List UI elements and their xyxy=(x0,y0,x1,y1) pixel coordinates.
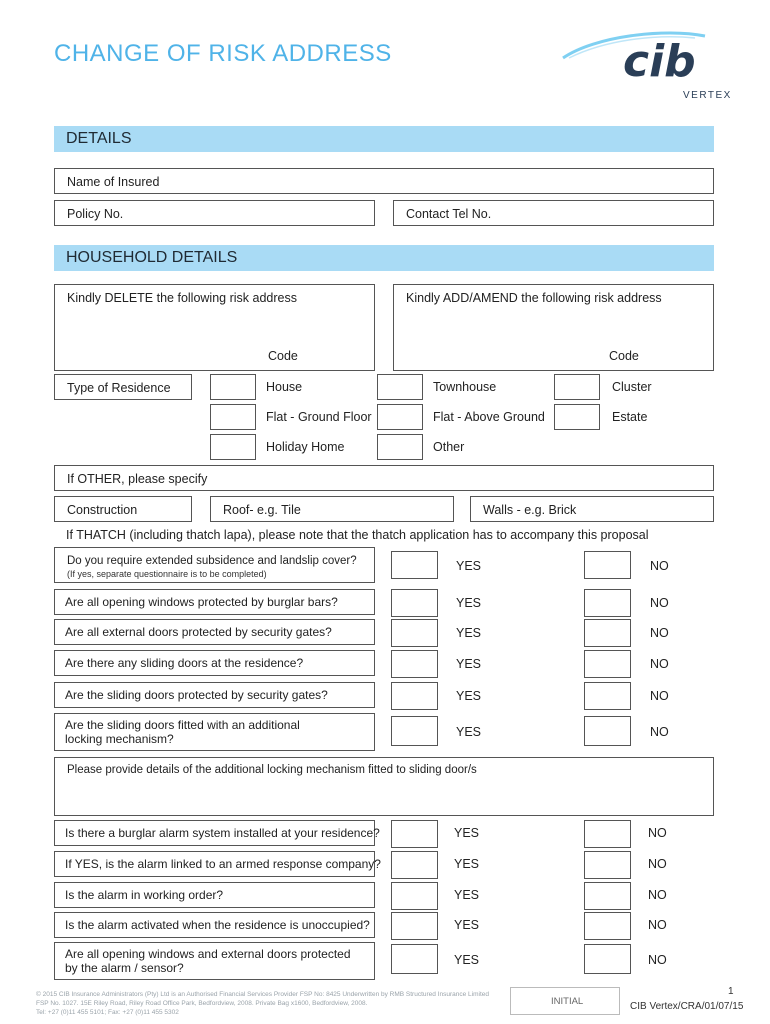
policy-no-label: Policy No. xyxy=(67,207,124,221)
q4-no-label: NO xyxy=(650,657,669,671)
question-alarm-installed-text: Is there a burglar alarm system installed at your residence? xyxy=(65,826,380,840)
house-label: House xyxy=(266,380,303,394)
q4-yes-checkbox[interactable] xyxy=(391,650,438,678)
q3-no-checkbox[interactable] xyxy=(584,619,631,647)
roof-label: Roof- e.g. Tile xyxy=(223,503,301,517)
q1-yes-checkbox[interactable] xyxy=(391,551,438,579)
q3-yes-checkbox[interactable] xyxy=(391,619,438,647)
q8-yes-checkbox[interactable] xyxy=(391,851,438,879)
q2-no-checkbox[interactable] xyxy=(584,589,631,617)
logo-wordmark: cib xyxy=(623,36,696,87)
q2-yes-checkbox[interactable] xyxy=(391,589,438,617)
estate-label: Estate xyxy=(612,410,648,424)
cluster-label: Cluster xyxy=(612,380,652,394)
question-security-gates-text: Are all external doors protected by security gates? xyxy=(65,625,332,639)
roof-field[interactable] xyxy=(210,496,454,522)
question-locking-mechanism-line1: Are the sliding doors fitted with an additional xyxy=(65,718,300,732)
estate-checkbox[interactable] xyxy=(554,404,600,430)
q11-no-label: NO xyxy=(648,953,667,967)
q5-no-checkbox[interactable] xyxy=(584,682,631,710)
question-alarm-working-text: Is the alarm in working order? xyxy=(65,888,224,902)
flat-ground-label: Flat - Ground Floor xyxy=(266,410,372,424)
other-label: Other xyxy=(433,440,465,454)
type-of-residence-label: Type of Residence xyxy=(67,381,171,395)
q7-no-label: NO xyxy=(648,826,667,840)
q9-yes-checkbox[interactable] xyxy=(391,882,438,910)
add-address-label: Kindly ADD/AMEND the following risk address xyxy=(406,291,662,305)
q10-yes-checkbox[interactable] xyxy=(391,912,438,940)
q5-no-label: NO xyxy=(650,689,669,703)
q1-yes-label: YES xyxy=(456,559,482,573)
q6-no-label: NO xyxy=(650,725,669,739)
question-alarm-sensor-line1: Are all opening windows and external doors protected xyxy=(65,947,351,961)
question-subsidence-text: Do you require extended subsidence and landslip cover? xyxy=(67,555,357,567)
q8-yes-label: YES xyxy=(454,857,480,871)
details-heading: DETAILS xyxy=(54,126,714,152)
townhouse-label: Townhouse xyxy=(433,380,497,394)
question-subsidence xyxy=(54,547,375,583)
footer-line2: FSP No. 1027. 15E Riley Road, Riley Road Office Park, Bedfordview, 2008. Private Bag x1600, Bedfordview, 2008. xyxy=(36,1000,368,1007)
footer-line1: © 2015 CIB Insurance Administrators (Pty) Ltd is an Authorised Financial Services Provider FSP No: 8425 Underwritten by RMB Structured Insurance Limited xyxy=(36,991,490,998)
contact-tel-label: Contact Tel No. xyxy=(406,207,492,221)
other-checkbox[interactable] xyxy=(377,434,423,460)
q2-no-label: NO xyxy=(650,596,669,610)
question-locking-mechanism-line2: locking mechanism? xyxy=(65,732,174,746)
construction-label: Construction xyxy=(67,503,138,517)
question-subsidence-note: (If yes, separate questionnaire is to be completed) xyxy=(67,569,267,579)
footer-legal xyxy=(36,990,506,1017)
question-alarm-sensor-line2: by the alarm / sensor? xyxy=(65,961,184,975)
q6-yes-checkbox[interactable] xyxy=(391,716,438,746)
flat-above-label: Flat - Above Ground xyxy=(433,410,545,424)
add-address-field[interactable] xyxy=(393,284,714,371)
q11-yes-checkbox[interactable] xyxy=(391,944,438,974)
q3-no-label: NO xyxy=(650,626,669,640)
q9-no-checkbox[interactable] xyxy=(584,882,631,910)
q4-yes-label: YES xyxy=(456,657,482,671)
code-left-label: Code xyxy=(268,349,298,363)
q9-yes-label: YES xyxy=(454,888,480,902)
q8-no-checkbox[interactable] xyxy=(584,851,631,879)
question-sliding-gates xyxy=(54,682,375,708)
q3-yes-label: YES xyxy=(456,626,482,640)
walls-label: Walls - e.g. Brick xyxy=(483,503,577,517)
q11-yes-label: YES xyxy=(454,953,480,967)
q10-no-checkbox[interactable] xyxy=(584,912,631,940)
flat-ground-checkbox[interactable] xyxy=(210,404,256,430)
delete-address-label: Kindly DELETE the following risk address xyxy=(67,291,297,305)
type-of-residence xyxy=(54,374,192,400)
q10-no-label: NO xyxy=(648,918,667,932)
question-locking-mechanism xyxy=(54,713,375,751)
question-security-gates xyxy=(54,619,375,645)
walls-field[interactable] xyxy=(470,496,714,522)
question-alarm-activated xyxy=(54,912,375,938)
house-checkbox[interactable] xyxy=(210,374,256,400)
q7-yes-checkbox[interactable] xyxy=(391,820,438,848)
q7-yes-label: YES xyxy=(454,826,480,840)
initial-box[interactable] xyxy=(510,987,620,1015)
question-armed-response xyxy=(54,851,381,877)
cluster-checkbox[interactable] xyxy=(554,374,600,400)
delete-address-field[interactable] xyxy=(54,284,375,371)
q8-no-label: NO xyxy=(648,857,667,871)
q1-no-checkbox[interactable] xyxy=(584,551,631,579)
policy-no-field[interactable] xyxy=(54,200,375,226)
question-alarm-sensor xyxy=(54,942,375,980)
flat-above-checkbox[interactable] xyxy=(377,404,423,430)
q5-yes-checkbox[interactable] xyxy=(391,682,438,710)
question-alarm-working xyxy=(54,882,375,908)
question-sliding-doors-text: Are there any sliding doors at the residence? xyxy=(65,656,304,670)
townhouse-checkbox[interactable] xyxy=(377,374,423,400)
footer-line3: Tel: +27 (0)11 455 5101; Fax: +27 (0)11 455 5302 xyxy=(36,1009,179,1016)
question-sliding-gates-text: Are the sliding doors protected by security gates? xyxy=(65,688,328,702)
thatch-note: If THATCH (including thatch lapa), please note that the thatch application has to accompany this proposal xyxy=(66,528,649,542)
contact-tel-field[interactable] xyxy=(393,200,714,226)
q11-no-checkbox[interactable] xyxy=(584,944,631,974)
question-armed-response-text: If YES, is the alarm linked to an armed response company? xyxy=(65,857,381,871)
if-other-field[interactable] xyxy=(54,465,714,491)
question-alarm-installed xyxy=(54,820,380,846)
if-other-label: If OTHER, please specify xyxy=(67,472,208,486)
question-burglar-bars xyxy=(54,589,375,615)
form-reference: CIB Vertex/CRA/01/07/15 xyxy=(630,1001,744,1012)
question-burglar-bars-text: Are all opening windows protected by burglar bars? xyxy=(65,595,338,609)
household-heading: HOUSEHOLD DETAILS xyxy=(54,245,714,271)
q10-yes-label: YES xyxy=(454,918,480,932)
locking-details-field[interactable] xyxy=(54,757,714,816)
q2-yes-label: YES xyxy=(456,596,482,610)
name-of-insured-field[interactable] xyxy=(54,168,714,194)
question-alarm-activated-text: Is the alarm activated when the residence is unoccupied? xyxy=(65,918,370,932)
q1-no-label: NO xyxy=(650,559,669,573)
holiday-home-label: Holiday Home xyxy=(266,440,345,454)
name-of-insured-label: Name of Insured xyxy=(67,175,160,189)
question-sliding-doors xyxy=(54,650,375,676)
locking-details-label: Please provide details of the additional locking mechanism fitted to sliding door/s xyxy=(67,764,477,776)
holiday-home-checkbox[interactable] xyxy=(210,434,256,460)
q6-no-checkbox[interactable] xyxy=(584,716,631,746)
code-right-label: Code xyxy=(609,349,639,363)
page-number: 1 xyxy=(728,986,734,997)
page-title: CHANGE OF RISK ADDRESS xyxy=(54,40,392,67)
q7-no-checkbox[interactable] xyxy=(584,820,631,848)
construction-box xyxy=(54,496,192,522)
q5-yes-label: YES xyxy=(456,689,482,703)
cib-logo xyxy=(555,28,735,104)
q4-no-checkbox[interactable] xyxy=(584,650,631,678)
q9-no-label: NO xyxy=(648,888,667,902)
initial-label: INITIAL xyxy=(551,996,584,1007)
q6-yes-label: YES xyxy=(456,725,482,739)
logo-subtitle: VERTEX xyxy=(683,90,732,101)
